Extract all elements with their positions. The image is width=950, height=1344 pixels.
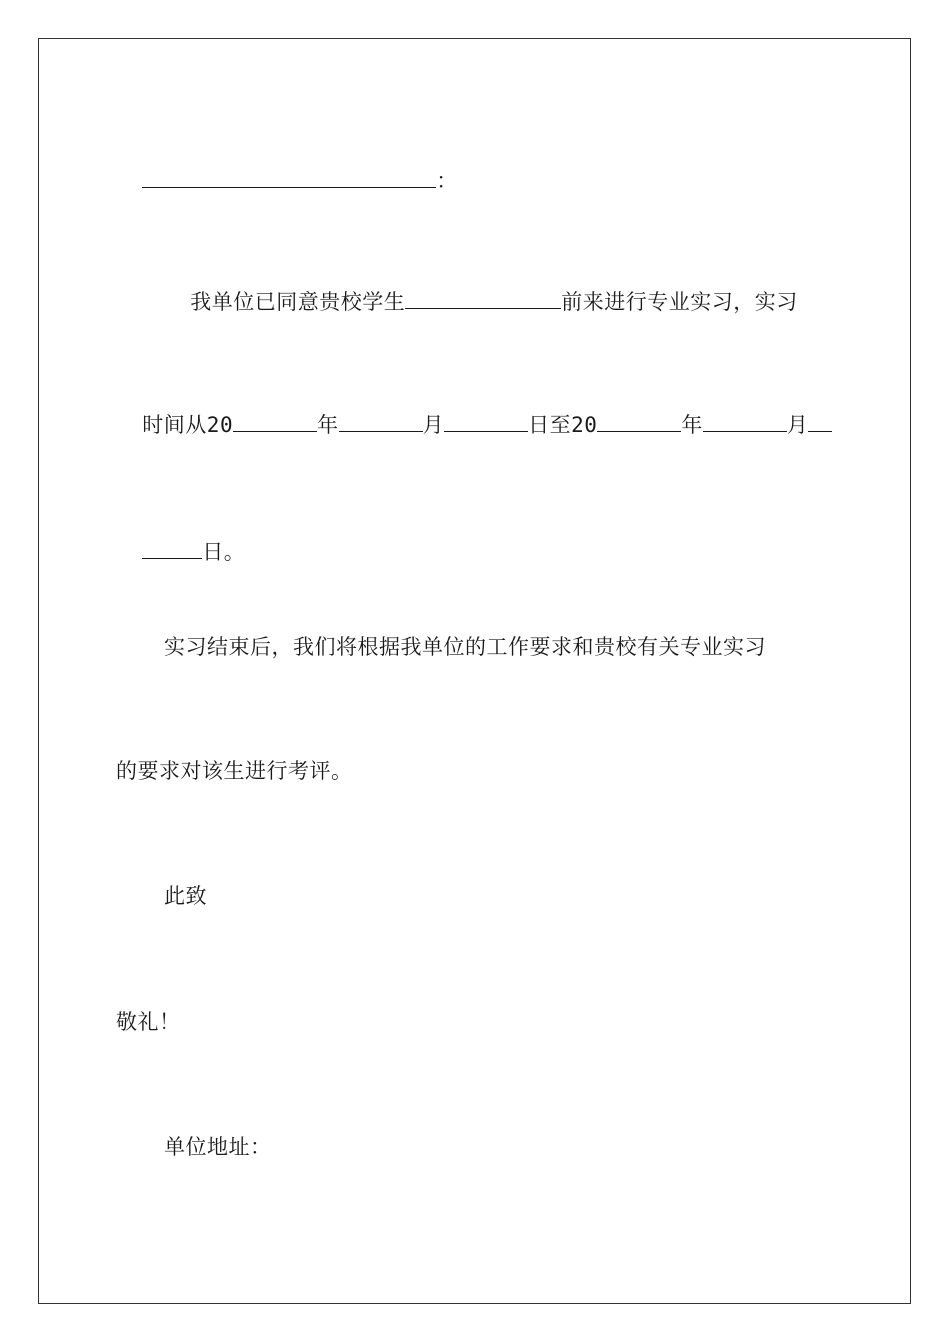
start-day-blank — [444, 413, 528, 432]
month-label-2: 月 — [786, 413, 809, 437]
p1-text-b: 前来进行专业实习，实习 — [561, 290, 798, 314]
paragraph-1-line-2 — [116, 383, 832, 439]
page-frame — [38, 38, 911, 1304]
paragraph-2-line-2: 的要求对该生进行考评。 — [116, 759, 353, 783]
start-month-blank — [339, 413, 423, 432]
p1-text-a: 我单位已同意贵校学生 — [190, 290, 406, 314]
closing-ci-zhi: 此致 — [164, 884, 207, 908]
end-month-blank — [703, 413, 787, 432]
day-to-text: 日至20 — [528, 413, 598, 437]
time-from-text: 时间从20 — [142, 413, 234, 437]
year-label-1: 年 — [317, 413, 339, 437]
closing-jing-li: 敬礼！ — [116, 1010, 181, 1034]
day-end-text: 日。 — [202, 540, 246, 564]
recipient-blank — [142, 169, 436, 188]
salutation-line — [116, 139, 458, 195]
start-year-blank — [233, 413, 317, 432]
paragraph-2-line-1: 实习结束后，我们将根据我单位的工作要求和贵校有关专业实习 — [164, 635, 766, 659]
year-label-2: 年 — [681, 413, 703, 437]
end-day-blank-part-1 — [808, 413, 832, 432]
paragraph-1-line-3 — [116, 510, 245, 566]
salutation-colon: ： — [436, 169, 458, 193]
address-label: 单位地址： — [164, 1135, 272, 1159]
end-year-blank — [597, 413, 681, 432]
end-day-blank-part-2 — [142, 540, 202, 559]
student-name-blank — [405, 290, 561, 309]
month-label-1: 月 — [422, 413, 445, 437]
paragraph-1-line-1 — [164, 260, 798, 316]
